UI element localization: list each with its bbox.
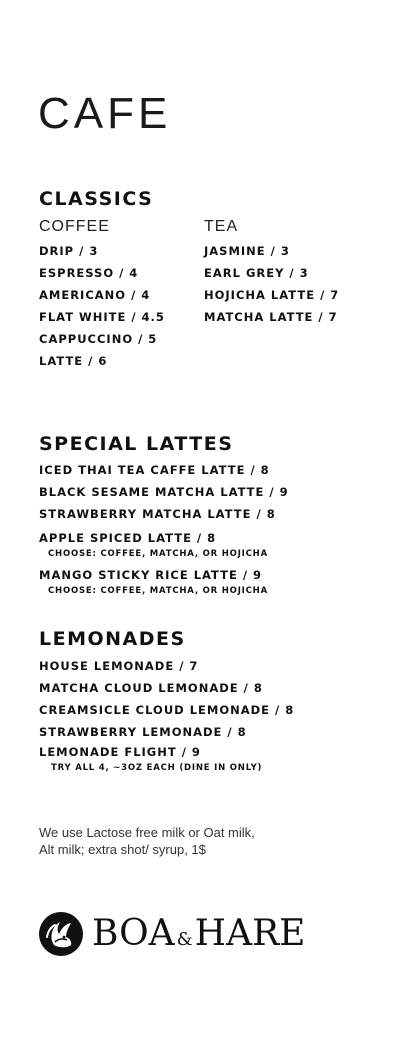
brand-wordmark [92,913,306,954]
brand-name-part: BOA [92,913,175,954]
special-lattes-list [39,459,289,603]
menu-item: JASMINE / 3 [204,244,290,258]
brand-ampersand: & [176,929,193,950]
classics-heading: CLASSICS [39,188,154,210]
menu-item-label: STRAWBERRY LEMONADE / 8 [39,725,247,739]
lemonades-list [39,655,294,780]
coffee-heading: COFFEE [39,218,110,235]
menu-item-note: TRY ALL 4, ~3OZ EACH (DINE IN ONLY) [51,763,263,773]
menu-item [39,699,294,721]
menu-item-label: MANGO STICKY RICE LATTE / 9 [39,568,263,582]
menu-item: CAPPUCCINO / 5 [39,332,158,346]
menu-item: HOJICHA LATTE / 7 [204,288,340,302]
menu-item [39,481,289,503]
brand-logo [38,910,305,958]
menu-item-label: APPLE SPICED LATTE / 8 [39,531,217,545]
menu-item [39,743,294,780]
menu-item: DRIP / 3 [39,244,99,258]
menu-item-label: STRAWBERRY MATCHA LATTE / 8 [39,507,276,521]
menu-item [39,529,289,566]
menu-item [39,566,289,603]
lemonades-heading: LEMONADES [39,628,186,650]
menu-item [39,503,289,525]
footnote-line: We use Lactose free milk or Oat milk, [39,825,255,840]
footnote-line: Alt milk; extra shot/ syrup, 1$ [39,842,206,857]
menu-item: MATCHA LATTE / 7 [204,310,338,324]
menu-item [39,721,294,743]
menu-item-label: HOUSE LEMONADE / 7 [39,659,199,673]
menu-item-label: LEMONADE FLIGHT / 9 [39,745,201,759]
menu-item-label: MATCHA CLOUD LEMONADE / 8 [39,681,263,695]
page-title: CAFE [38,89,172,138]
hare-logo-icon [38,911,84,957]
coffee-list [39,240,165,372]
menu-item [39,677,294,699]
brand-name-part: HARE [194,913,306,954]
menu-item-note: CHOOSE: COFFEE, MATCHA, OR HOJICHA [48,586,268,596]
menu-item [39,655,294,677]
menu-item: EARL GREY / 3 [204,266,309,280]
tea-heading: TEA [204,218,239,235]
menu-item-label: ICED THAI TEA CAFFE LATTE / 8 [39,463,270,477]
milk-footnote [39,824,339,858]
special-lattes-heading: SPECIAL LATTES [39,433,234,455]
menu-item-note: CHOOSE: COFFEE, MATCHA, OR HOJICHA [48,549,268,559]
menu-item: LATTE / 6 [39,354,108,368]
menu-item: AMERICANO / 4 [39,288,151,302]
menu-item: ESPRESSO / 4 [39,266,139,280]
menu-item-label: CREAMSICLE CLOUD LEMONADE / 8 [39,703,295,717]
menu-item: FLAT WHITE / 4.5 [39,310,165,324]
tea-list [204,240,339,328]
menu-item [39,459,289,481]
menu-item-label: BLACK SESAME MATCHA LATTE / 9 [39,485,289,499]
